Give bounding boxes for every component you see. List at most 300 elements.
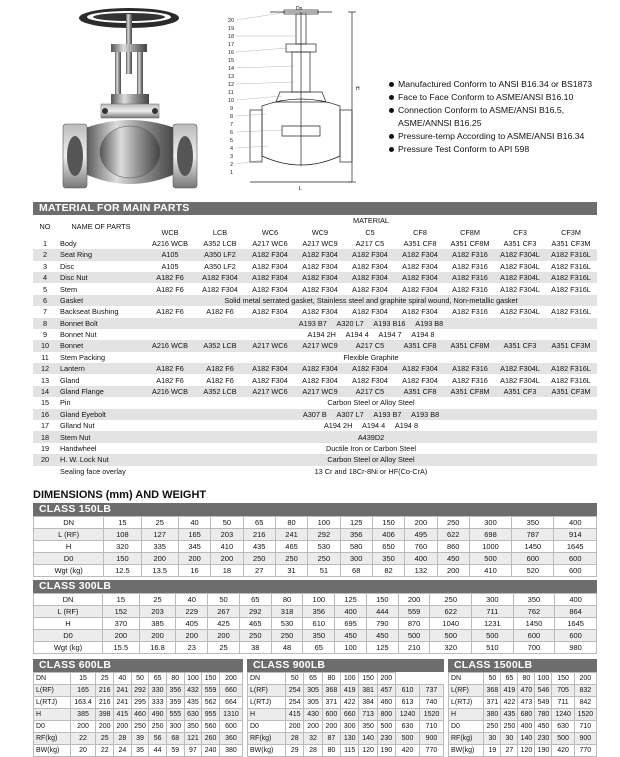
dimension-cell: 23 (176, 642, 208, 654)
dimension-cell: 610 (396, 685, 420, 697)
dimension-label: DN (34, 673, 71, 685)
dimension-cell: 115 (341, 745, 359, 757)
material-row (33, 466, 597, 477)
dimension-label: H (449, 709, 484, 721)
feature-item: Manufactured Conform to ANSI B16.34 or BS1873 (388, 78, 618, 91)
dimension-cell: 51 (308, 565, 340, 577)
material-cell: A182 F304 (245, 249, 295, 260)
dimension-cell: 400 (518, 721, 535, 733)
dimension-cell: 200 (219, 673, 242, 685)
dimension-row (34, 685, 243, 697)
dimension-cell: 16 (178, 565, 210, 577)
dimension-cell: 1240 (552, 709, 574, 721)
dimension-cell: 660 (341, 709, 359, 721)
dimension-cell: 450 (366, 630, 398, 642)
dimension-cell: 260 (202, 733, 220, 745)
grade-header: CF3 (513, 227, 527, 237)
material-cell: A182 F304 (345, 249, 395, 260)
dimension-label: DN (248, 673, 286, 685)
dimension-cell: 600 (513, 630, 555, 642)
dimension-cell: 450 (335, 630, 367, 642)
h-label: H (356, 86, 360, 92)
grade-header: CF8M (460, 227, 480, 237)
dimension-cell: 450 (437, 553, 469, 565)
dimension-cell: 630 (396, 721, 420, 733)
dimension-cell: 200 (96, 721, 114, 733)
svg-text:17: 17 (228, 42, 235, 48)
material-cell: A351 CF3 (495, 340, 545, 351)
dimension-cell: 65 (239, 594, 271, 606)
class300-title: CLASS 300LB (33, 580, 597, 593)
class1500-table (448, 672, 597, 757)
dimension-cell: 100 (184, 673, 202, 685)
dimension-cell: 15 (102, 594, 139, 606)
dimension-cell: 385 (70, 709, 96, 721)
dimension-cell: 200 (176, 630, 208, 642)
part-name: Disc Nut (57, 272, 145, 283)
dimension-cell: 780 (535, 709, 552, 721)
dimension-cell: 190 (535, 745, 552, 757)
dimension-cell: 127 (141, 529, 178, 541)
dimension-row (34, 553, 597, 565)
dimension-cell: 700 (513, 642, 555, 654)
dimension-label: DN (34, 517, 104, 529)
dimension-cell: 955 (202, 709, 220, 721)
dimension-cell: 210 (398, 642, 430, 654)
part-name: Gland Flange (57, 386, 145, 397)
material-cell: A182 F316 (445, 249, 495, 260)
dimension-cell: 860 (437, 541, 469, 553)
dimension-cell: 230 (377, 733, 395, 745)
dimension-cell: 335 (141, 541, 178, 553)
dimension-cell: 630 (552, 721, 574, 733)
dimension-cell: 35 (131, 745, 149, 757)
material-spec: 13 Cr and 18Cr-8Ni or HF(Co-CrA) (314, 466, 428, 476)
material-cell: A182 F316 (452, 375, 488, 385)
dimension-cell: 356 (340, 529, 372, 541)
material-cell: A216 WCB (145, 340, 195, 351)
dimension-cell: 398 (96, 709, 114, 721)
part-name: Disc (60, 261, 75, 271)
dimension-label: L(RTJ) (34, 697, 71, 709)
material-cell: A217 WC9 (295, 340, 345, 351)
dimension-cell: 1645 (554, 541, 597, 553)
dimension-label: H (34, 541, 104, 553)
dimension-cell: 22 (70, 733, 96, 745)
material-cell: A182 F316 (452, 284, 488, 294)
svg-text:11: 11 (228, 90, 234, 96)
dimension-cell: 165 (70, 685, 96, 697)
dimension-cell: 300 (469, 517, 511, 529)
dimension-cell: 125 (366, 642, 398, 654)
part-number: 13 (40, 375, 50, 385)
part-number: 19 (40, 444, 50, 453)
svg-text:19: 19 (228, 26, 235, 32)
dimension-cell: 432 (184, 685, 202, 697)
class900-title: CLASS 900LB (247, 659, 444, 672)
dimension-cell: 562 (202, 697, 220, 709)
part-name: Seat Ring (57, 249, 145, 260)
dimension-cell: 130 (341, 733, 359, 745)
material-spec: A194 2H A194 4 A194 7 A194 8 (307, 330, 435, 340)
dimension-cell: 350 (184, 721, 202, 733)
dimension-cell: 500 (552, 733, 574, 745)
dimension-cell: 250 (501, 721, 518, 733)
dimension-cell: 65 (243, 517, 275, 529)
svg-text:10: 10 (228, 98, 235, 104)
dimension-cell: 350 (512, 517, 554, 529)
dimension-cell: 664 (219, 697, 242, 709)
dimension-cell: 254 (286, 697, 304, 709)
dimension-cell: 50 (211, 517, 243, 529)
material-spec: Carbon Steel or Alloy Steel (327, 398, 415, 408)
dimension-label: D0 (449, 721, 484, 733)
part-name: Stem Packing (60, 352, 106, 362)
part-number: 6 (33, 295, 57, 306)
dimension-row (34, 565, 597, 577)
dimension-row (449, 685, 597, 697)
material-cell: A182 F316L (551, 261, 591, 271)
dimension-cell: 31 (275, 565, 307, 577)
material-row (33, 249, 597, 260)
material-cell: A182 F304 (345, 363, 395, 374)
dimension-cell: 711 (552, 697, 574, 709)
col-name-header: NAME OF PARTS (71, 221, 131, 231)
class150-title: CLASS 150LB (33, 503, 597, 516)
part-number: 15 (40, 398, 50, 408)
material-cell: A351 CF3M (545, 386, 597, 397)
dimension-cell: 495 (405, 529, 437, 541)
material-cell: A351 CF3 (495, 386, 545, 397)
dimension-cell: 400 (405, 553, 437, 565)
dimension-cell: 250 (239, 630, 271, 642)
dimension-cell: 65 (501, 673, 518, 685)
dimension-cell: 240 (202, 745, 220, 757)
dimension-cell: 368 (322, 685, 340, 697)
dimension-cell: 400 (335, 606, 367, 618)
dimension-cell: 40 (176, 594, 208, 606)
material-row (33, 238, 597, 249)
dimension-cell: 500 (472, 630, 514, 642)
dimension-cell: 560 (202, 721, 220, 733)
dimension-label: L(RTJ) (449, 697, 484, 709)
dimension-label: BW(kg) (34, 745, 71, 757)
material-cell: A182 F6 (206, 307, 234, 317)
dimension-cell: 600 (322, 709, 340, 721)
dimension-cell: 250 (430, 594, 472, 606)
svg-text:12: 12 (228, 82, 235, 88)
dimension-cell: 710 (574, 721, 596, 733)
material-row (33, 261, 597, 272)
part-name: Body (60, 238, 77, 248)
dimension-cell: 711 (472, 606, 514, 618)
dimension-cell: 435 (501, 709, 518, 721)
dimension-row (34, 709, 243, 721)
dimension-row (34, 541, 597, 553)
dimension-label: H (34, 709, 71, 721)
material-row (33, 363, 597, 374)
dimension-label: BW(kg) (248, 745, 286, 757)
dimension-cell: 87 (322, 733, 340, 745)
dimension-cell: 200 (70, 721, 96, 733)
dimension-cell: 100 (335, 642, 367, 654)
part-number: 20 (33, 454, 57, 465)
class600-table (33, 672, 243, 757)
dimension-cell: 410 (469, 565, 511, 577)
dimension-cell: 695 (335, 618, 367, 630)
dimension-cell: 200 (377, 673, 395, 685)
part-name: Gasket (57, 295, 145, 306)
material-cell: A351 CF8 (403, 238, 437, 248)
material-cell: A352 LCB (203, 238, 237, 248)
dimension-row (248, 673, 444, 685)
grade-header: WCB (161, 227, 179, 237)
material-cell: A182 F316 (452, 307, 488, 317)
dimension-cell: 24 (114, 745, 132, 757)
dimension-cell: 422 (501, 697, 518, 709)
dimension-cell: 97 (184, 745, 202, 757)
dimension-row (248, 733, 444, 745)
dimension-cell: 559 (202, 685, 220, 697)
material-cell: A105 (161, 261, 179, 271)
dimension-cell: 200 (405, 517, 437, 529)
dimension-cell: 25 (96, 673, 114, 685)
dimension-label: Wgt (kg) (34, 565, 104, 577)
material-cell: A182 F304L (495, 249, 545, 260)
dimension-cell: 80 (275, 517, 307, 529)
grade-header: WC9 (311, 227, 329, 237)
dimension-label: L (RF) (34, 529, 104, 541)
dimension-cell: 250 (275, 553, 307, 565)
dimension-cell: 163.4 (70, 697, 96, 709)
grade-header: CF3M (561, 227, 581, 237)
material-spec: Solid metal serrated gasket, Stainless steel and graphite spiral wound, Non-metallic gasket (145, 295, 597, 306)
part-name: Glland Nut (60, 421, 95, 431)
dimension-label: L(RF) (449, 685, 484, 697)
material-cell: A182 F304 (195, 272, 245, 283)
dimension-cell: 698 (469, 529, 511, 541)
material-row (33, 420, 597, 431)
dimension-cell: 762 (513, 606, 555, 618)
dimension-cell: 38 (239, 642, 271, 654)
material-cell: A352 LCB (195, 340, 245, 351)
dimension-cell: 200 (178, 553, 210, 565)
dimension-cell: 250 (437, 517, 469, 529)
dimension-cell: 600 (554, 565, 597, 577)
dimension-cell: 18 (211, 565, 243, 577)
material-cell: A216 WCB (151, 238, 189, 248)
dimension-cell: 203 (211, 529, 243, 541)
dimension-cell: 120 (518, 745, 535, 757)
material-cell: A182 F6 (156, 307, 184, 317)
dimension-row (449, 697, 597, 709)
dimension-cell: 520 (512, 565, 554, 577)
dimension-cell: 25 (141, 517, 178, 529)
dimension-cell: 345 (178, 541, 210, 553)
dimension-cell: 25 (96, 733, 114, 745)
dimension-cell: 300 (340, 553, 372, 565)
dimension-cell: 125 (335, 594, 367, 606)
dimension-cell: 200 (102, 630, 139, 642)
part-number: 3 (42, 261, 48, 271)
material-cell: A217 WC6 (245, 340, 295, 351)
part-name: Bonnet Bolt (57, 318, 145, 329)
dimension-cell: 216 (243, 529, 275, 541)
dimension-row (449, 721, 597, 733)
material-cell: A182 F304 (402, 375, 438, 385)
dimension-cell: 150 (552, 673, 574, 685)
dimension-cell: 200 (211, 553, 243, 565)
material-section-title: MATERIAL FOR MAIN PARTS (33, 202, 597, 215)
dimension-cell: 300 (166, 721, 184, 733)
dimension-cell: 737 (419, 685, 443, 697)
dimension-cell: 350 (359, 721, 377, 733)
dimension-cell: 549 (535, 697, 552, 709)
dimension-cell: 16.8 (139, 642, 176, 654)
dimension-label: L(RF) (34, 685, 71, 697)
material-cell: A182 F304 (252, 261, 288, 271)
part-name: Stem (60, 284, 78, 294)
dimension-cell: 713 (359, 709, 377, 721)
part-number: 7 (42, 307, 48, 317)
class150-table (33, 516, 597, 577)
material-cell: A350 LF2 (195, 249, 245, 260)
dimension-cell: 555 (166, 709, 184, 721)
dimension-cell: 600 (219, 721, 242, 733)
dimension-cell: 600 (555, 630, 597, 642)
material-cell: A182 F316L (545, 249, 597, 260)
dimension-cell: 465 (275, 541, 307, 553)
dimension-cell: 1450 (513, 618, 555, 630)
dimension-cell: 350 (303, 630, 335, 642)
dimension-cell: 430 (304, 709, 322, 721)
feature-item: Connection Conform to ASME/ANSI B16.5, ASME/ANNSI B16.25 (388, 104, 618, 130)
material-cell: A182 F304 (395, 363, 445, 374)
dimension-cell: 120 (359, 745, 377, 757)
part-name: Handwheel (60, 444, 97, 453)
material-cell: A182 F6 (156, 284, 184, 294)
part-number: 2 (33, 249, 57, 260)
dimension-cell: 370 (102, 618, 139, 630)
dimension-cell: 500 (377, 721, 395, 733)
dimension-cell: 415 (114, 709, 132, 721)
dimension-cell: 25 (208, 642, 240, 654)
material-cell: A182 F304 (252, 284, 288, 294)
dimension-cell: 250 (149, 721, 167, 733)
dimension-cell: 165 (178, 529, 210, 541)
dimension-cell: 870 (398, 618, 430, 630)
dimension-cell: 27 (243, 565, 275, 577)
dimension-cell: 39 (131, 733, 149, 745)
material-cell: A216 WCB (145, 386, 195, 397)
dimension-cell: 200 (437, 565, 469, 577)
dimension-row (248, 709, 444, 721)
dimension-cell: 200 (286, 721, 304, 733)
dimension-cell: 790 (366, 618, 398, 630)
dimension-cell: 770 (419, 745, 443, 757)
material-row (33, 409, 597, 420)
dimension-cell: 406 (372, 529, 404, 541)
svg-text:8: 8 (230, 114, 234, 120)
dimension-row (248, 745, 444, 757)
dimension-cell: 320 (430, 642, 472, 654)
dimension-cell: 300 (472, 594, 514, 606)
material-row (33, 397, 597, 408)
dimension-cell: 900 (574, 733, 596, 745)
material-cell: A182 F304 (295, 272, 345, 283)
dimension-cell: 50 (484, 673, 501, 685)
dimension-cell: 1520 (419, 709, 443, 721)
dimension-cell: 460 (131, 709, 149, 721)
dimension-cell: 50 (208, 594, 240, 606)
dimension-cell: 200 (574, 673, 596, 685)
dimension-cell: 65 (149, 673, 167, 685)
dimension-cell: 80 (271, 594, 303, 606)
dimension-cell: 152 (102, 606, 139, 618)
material-cell: A182 F304 (252, 307, 288, 317)
material-row (33, 454, 597, 465)
dimension-cell: 44 (149, 745, 167, 757)
dimension-cell: 320 (104, 541, 141, 553)
material-cell: A351 CF8M (445, 340, 495, 351)
dimension-cell: 216 (96, 697, 114, 709)
dimension-row (449, 745, 597, 757)
dimension-cell: 371 (484, 697, 501, 709)
dimension-cell: 254 (286, 685, 304, 697)
class1500-title: CLASS 1500LB (448, 659, 597, 672)
material-cell: A182 F304 (395, 249, 445, 260)
part-number: 10 (33, 340, 57, 351)
material-cell: A182 F6 (145, 363, 195, 374)
dimension-cell: 422 (341, 697, 359, 709)
dimension-cell: 384 (359, 697, 377, 709)
dimension-row (34, 733, 243, 745)
dimension-cell: 465 (239, 618, 271, 630)
svg-text:18: 18 (228, 34, 235, 40)
material-cell: A182 F304 (302, 307, 338, 317)
svg-text:16: 16 (228, 50, 235, 56)
material-cell: A182 F304 (302, 261, 338, 271)
material-cell: A217 WC6 (245, 386, 295, 397)
material-cell: A182 F316L (551, 284, 591, 294)
l-label: L (299, 186, 302, 192)
dimension-row (34, 517, 597, 529)
dimension-cell: 800 (377, 709, 395, 721)
dimension-cell: 415 (286, 709, 304, 721)
material-cell: A182 F6 (156, 375, 184, 385)
dimension-cell: 470 (518, 685, 535, 697)
dimension-cell: 250 (271, 630, 303, 642)
dimension-cell: 500 (396, 733, 420, 745)
material-cell: A182 F304L (495, 363, 545, 374)
material-cell: A182 F304L (500, 375, 540, 385)
material-row (33, 340, 597, 351)
part-name: Stem Nut (57, 431, 145, 442)
material-cell: A182 F304 (245, 272, 295, 283)
part-number: 1 (42, 238, 48, 248)
dimension-cell: 82 (372, 565, 404, 577)
dimension-cell: 600 (554, 553, 597, 565)
part-name: Bonnet Nut (60, 330, 97, 340)
material-row (33, 318, 597, 329)
material-cell: A351 CF8 (395, 340, 445, 351)
dimension-cell: 200 (114, 721, 132, 733)
dimension-cell: 250 (243, 553, 275, 565)
material-cell: A182 F304 (352, 307, 388, 317)
dimension-cell: 1000 (469, 541, 511, 553)
dimension-cell: 65 (304, 673, 322, 685)
dimension-cell: 150 (366, 594, 398, 606)
